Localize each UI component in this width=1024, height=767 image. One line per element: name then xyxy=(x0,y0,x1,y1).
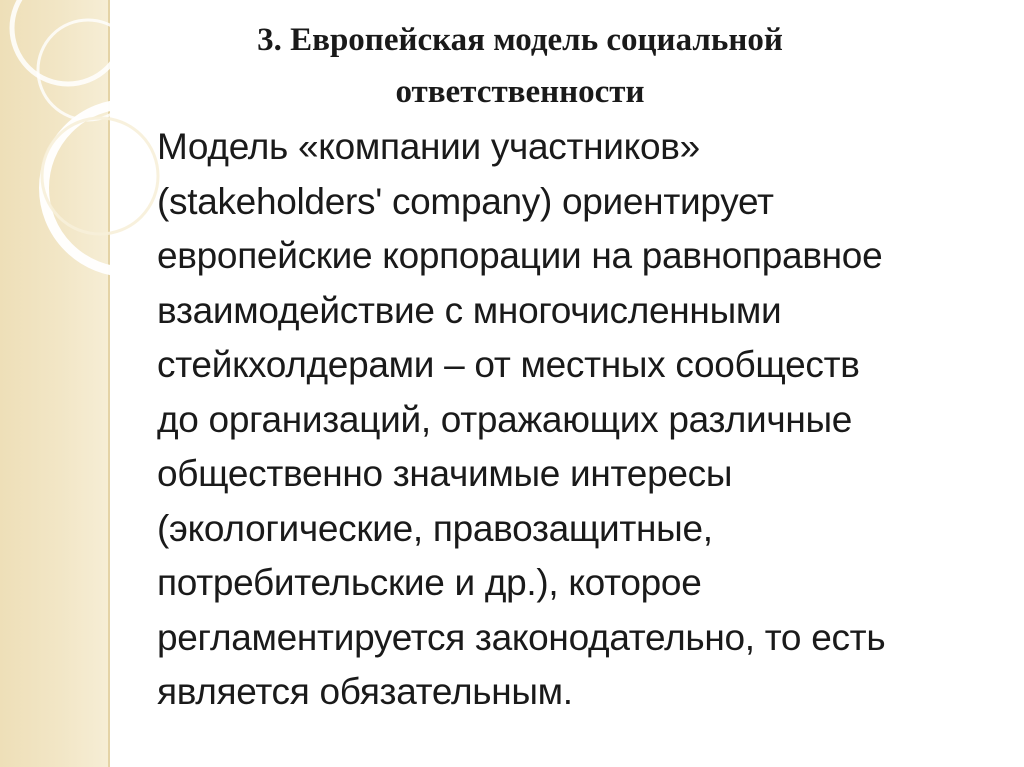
body-line-1: Модель «компании участников» xyxy=(157,126,700,167)
title-line-2: ответственности xyxy=(395,74,645,110)
body-line-7: общественно значимые интересы xyxy=(157,453,733,494)
body-line-6: до организаций, отражающих различные xyxy=(157,398,853,440)
body-line-11: является обязательным. xyxy=(157,671,573,712)
body-line-5: стейкхолдерами – от местных сообществ xyxy=(157,344,860,385)
body-line-4: взаимодействие с многочисленными xyxy=(157,289,782,331)
body-paragraph xyxy=(157,120,1007,720)
body-line-8: (экологические, правозащитные, xyxy=(157,507,713,549)
body-line-2: (stakeholders' company) ориентирует xyxy=(157,180,774,222)
body-line-9: потребительские и др.), которое xyxy=(157,562,702,603)
slide-title xyxy=(150,14,890,118)
body-line-10: регламентируется законодательно, то есть xyxy=(157,616,886,658)
title-line-1: 3. Европейская модель социальной xyxy=(257,22,783,58)
body-line-3: европейские корпорации на равноправное xyxy=(157,235,883,276)
